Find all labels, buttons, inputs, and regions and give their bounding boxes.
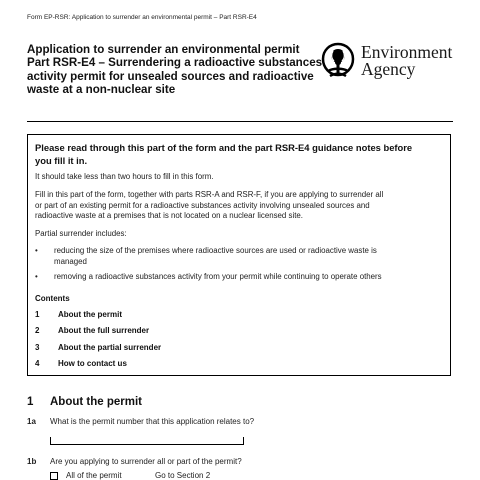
environment-agency-logo (321, 42, 456, 82)
question-number: 1a (27, 417, 36, 426)
partial-surrender-intro: Partial surrender includes: (35, 229, 127, 238)
guidance-heading-line: you fill it in. (35, 154, 88, 166)
all-of-permit-label: All of the permit (66, 471, 122, 480)
fill-in-line: or part of an existing permit for a radioactive substances activity involving unsealed sources and (35, 200, 370, 210)
time-note: It should take less than two hours to fill in this form. (35, 172, 214, 181)
bullet-icon: • (35, 246, 38, 255)
bullet-line: reducing the size of the premises where radioactive sources are used or radioactive waste is (54, 246, 377, 255)
contents-number: 3 (35, 343, 40, 352)
question-text: What is the permit number that this application relates to? (50, 417, 255, 426)
logo-line: Agency (361, 59, 416, 79)
contents-number: 2 (35, 326, 40, 335)
bullet-icon: • (35, 272, 38, 281)
question-number: 1b (27, 457, 37, 466)
guidance-box (27, 134, 451, 376)
title-line: Application to surrender an environmental permit (27, 43, 300, 56)
guidance-heading (35, 142, 445, 167)
guidance-heading-line: Please read through this part of the form and the part RSR-E4 guidance notes before (35, 142, 413, 153)
section-number: 1 (27, 396, 34, 408)
contents-label[interactable]: About the partial surrender (58, 343, 162, 352)
permit-number-field[interactable] (50, 437, 244, 445)
tree-emblem-icon (321, 42, 355, 80)
contents-number: 4 (35, 359, 40, 368)
contents-heading: Contents (35, 294, 70, 303)
fill-in-instructions (35, 190, 383, 222)
contents-label[interactable]: About the permit (58, 310, 122, 319)
logo-wordmark (361, 44, 452, 78)
title-line: activity permit for unsealed sources and radioactive (27, 69, 314, 83)
all-of-permit-checkbox[interactable] (50, 472, 58, 480)
contents-label[interactable]: How to contact us (58, 359, 127, 368)
section-title: About the permit (50, 396, 142, 408)
title-line: waste at a non-nuclear site (27, 83, 176, 97)
question-text: Are you applying to surrender all or part of the permit? (50, 457, 242, 466)
goto-instruction: Go to Section 2 (155, 471, 211, 480)
page-title (27, 43, 327, 97)
header-divider (27, 121, 453, 122)
logo-line: Environment (361, 42, 453, 62)
bullet-line: removing a radioactive substances activity from your permit while continuing to operate others (54, 272, 382, 281)
contents-label[interactable]: About the full surrender (58, 326, 150, 335)
bullet-line: managed (54, 256, 87, 266)
fill-in-line: Fill in this part of the form, together with parts RSR-A and RSR-F, if you are applying to surrender all (35, 190, 384, 199)
form-reference: Form EP-RSR: Application to surrender an environmental permit – Part RSR-E4 (27, 14, 257, 21)
title-line: Part RSR-E4 – Surrendering a radioactive substances (27, 56, 323, 70)
fill-in-line: radioactive waste at a premises that is not located on a nuclear licensed site. (35, 211, 303, 221)
contents-number: 1 (35, 310, 40, 319)
